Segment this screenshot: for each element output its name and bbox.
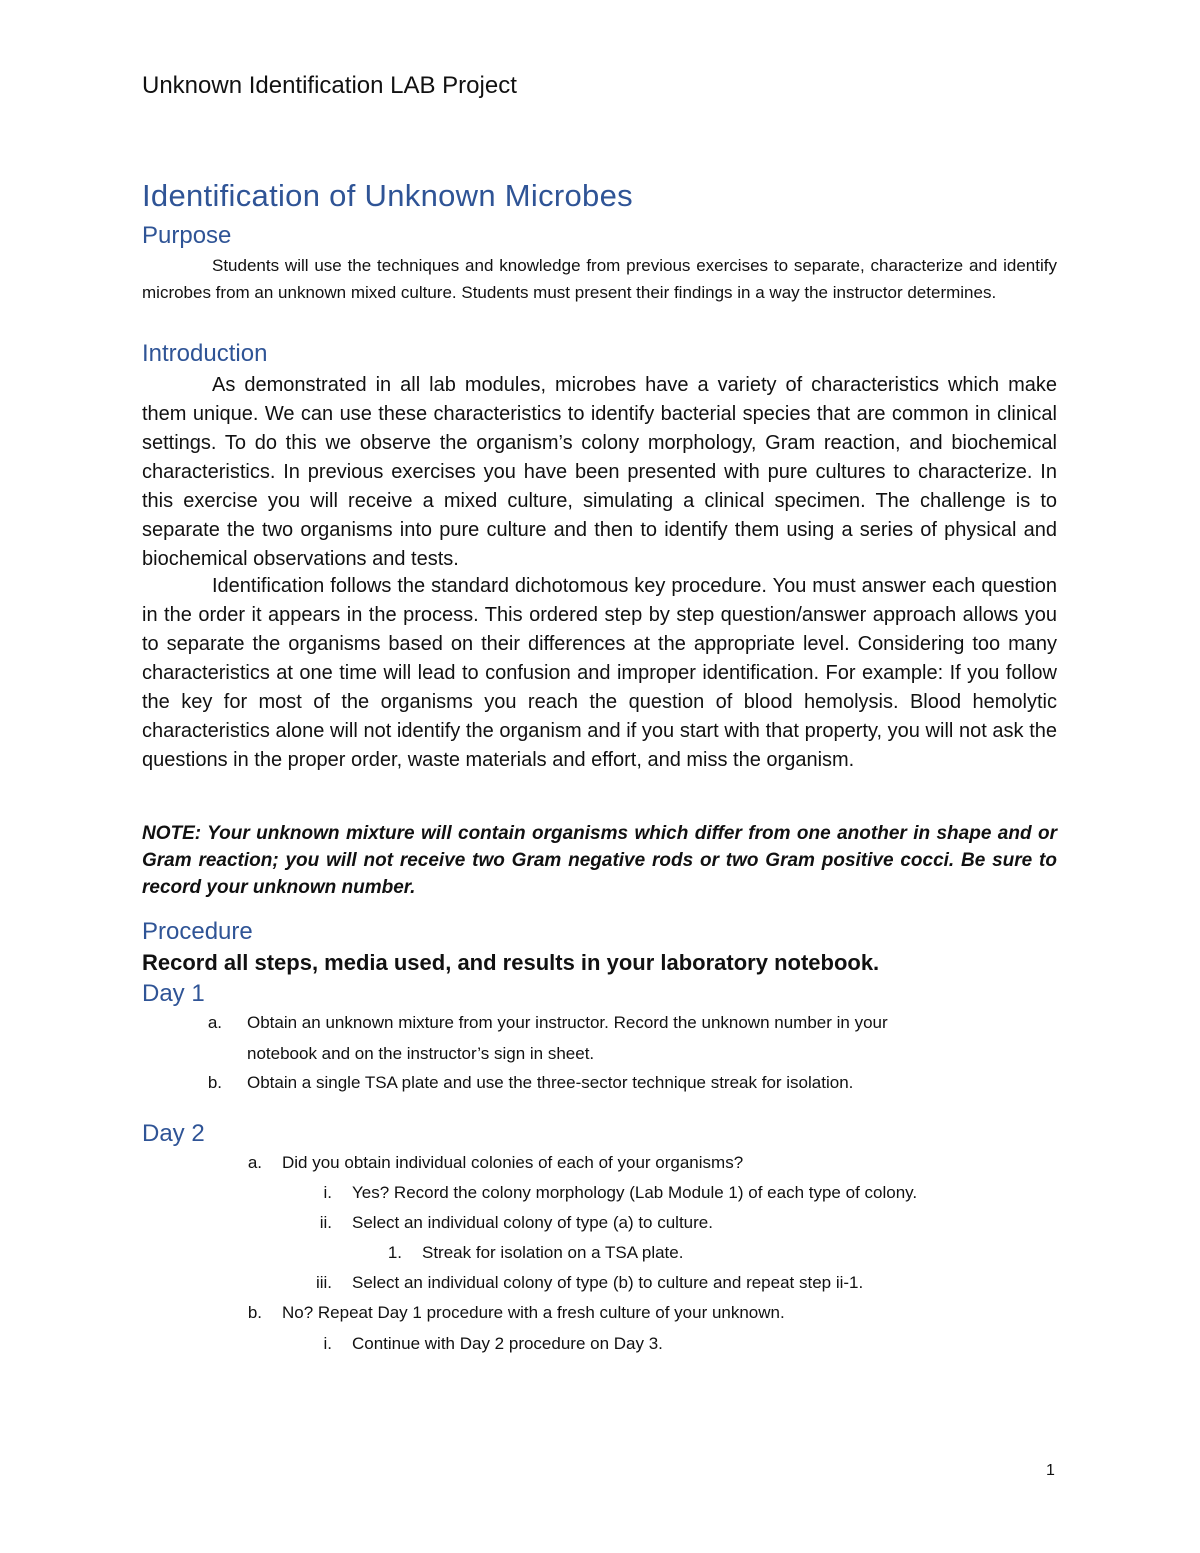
introduction-paragraph-1 xyxy=(142,371,1057,574)
purpose-heading: Purpose xyxy=(142,222,232,249)
list-text: No? Repeat Day 1 procedure with a fresh culture of your unknown. xyxy=(282,1303,785,1322)
document-title: Identification of Unknown Microbes xyxy=(142,178,633,213)
page-number: 1 xyxy=(1046,1462,1055,1479)
introduction-text-2: Identification follows the standard dichotomous key procedure. You must answer each question in the order it appears in the process. This ordered step by step question/answer approach allows you to separate the organisms based on their differences at the appropriate level. Considering too many characteristics at one time will lead to confusion and improper identification. For example: If you follow the key for most of the organisms you reach the question of blood hemolysis. Blood hemolytic characteristics alone will not identify the organism and if you start with that property, you will not ask the questions in the proper order, waste materials and effort, and miss the organism. xyxy=(142,575,1057,771)
purpose-text: Students will use the techniques and knowledge from previous exercises to separate, characterize and identify microbes from an unknown mixed culture. Students must present their findings in a way the instructor determines. xyxy=(142,256,1057,302)
list-marker: iii. xyxy=(315,1273,332,1292)
procedure-record-instruction: Record all steps, media used, and results in your laboratory notebook. xyxy=(142,950,880,975)
list-text: Streak for isolation on a TSA plate. xyxy=(422,1243,684,1262)
list-marker: a. xyxy=(247,1153,262,1172)
list-marker: i. xyxy=(323,1334,332,1353)
list-text: Obtain a single TSA plate and use the three-sector technique streak for isolation. xyxy=(247,1073,854,1092)
list-text: Yes? Record the colony morphology (Lab Module 1) of each type of colony. xyxy=(352,1183,918,1202)
introduction-text-1: As demonstrated in all lab modules, microbes have a variety of characteristics which make them unique. We can use these characteristics to identify bacterial species that are common in clinical settings. To do this we observe the organism’s colony morphology, Gram reaction, and biochemical characteristics. In previous exercises you have been presented with pure cultures to characterize. In this exercise you will receive a mixed culture, simulating a clinical specimen. The challenge is to separate the two organisms into pure culture and then to identify them using a series of physical and biochemical observations and tests. xyxy=(142,374,1057,570)
procedure-heading: Procedure xyxy=(142,918,253,945)
list-marker: i. xyxy=(323,1183,332,1202)
note-paragraph: NOTE: Your unknown mixture will contain organisms which differ from one another in shape and or Gram reaction; you will not receive two Gram negative rods or two Gram positive cocci. Be sure to record your unknown number. xyxy=(142,823,1057,898)
list-marker: ii. xyxy=(319,1213,332,1232)
introduction-heading: Introduction xyxy=(142,340,268,367)
list-marker: 1. xyxy=(387,1243,402,1262)
list-marker: a. xyxy=(207,1013,222,1032)
list-text: Obtain an unknown mixture from your instructor. Record the unknown number in your xyxy=(247,1013,888,1032)
list-text: Select an individual colony of type (b) to culture and repeat step ii-1. xyxy=(352,1273,864,1292)
day2-heading: Day 2 xyxy=(142,1120,205,1147)
list-text: notebook and on the instructor’s sign in sheet. xyxy=(247,1044,595,1063)
list-marker: b. xyxy=(247,1303,262,1322)
list-marker: b. xyxy=(207,1073,222,1092)
page-header: Unknown Identification LAB Project xyxy=(142,72,517,99)
purpose-paragraph xyxy=(142,252,1057,306)
list-text: Select an individual colony of type (a) to culture. xyxy=(352,1213,713,1232)
introduction-paragraph-2 xyxy=(142,572,1057,775)
list-text: Did you obtain individual colonies of each of your organisms? xyxy=(282,1153,744,1172)
list-text: Continue with Day 2 procedure on Day 3. xyxy=(352,1334,663,1353)
day1-heading: Day 1 xyxy=(142,980,205,1007)
